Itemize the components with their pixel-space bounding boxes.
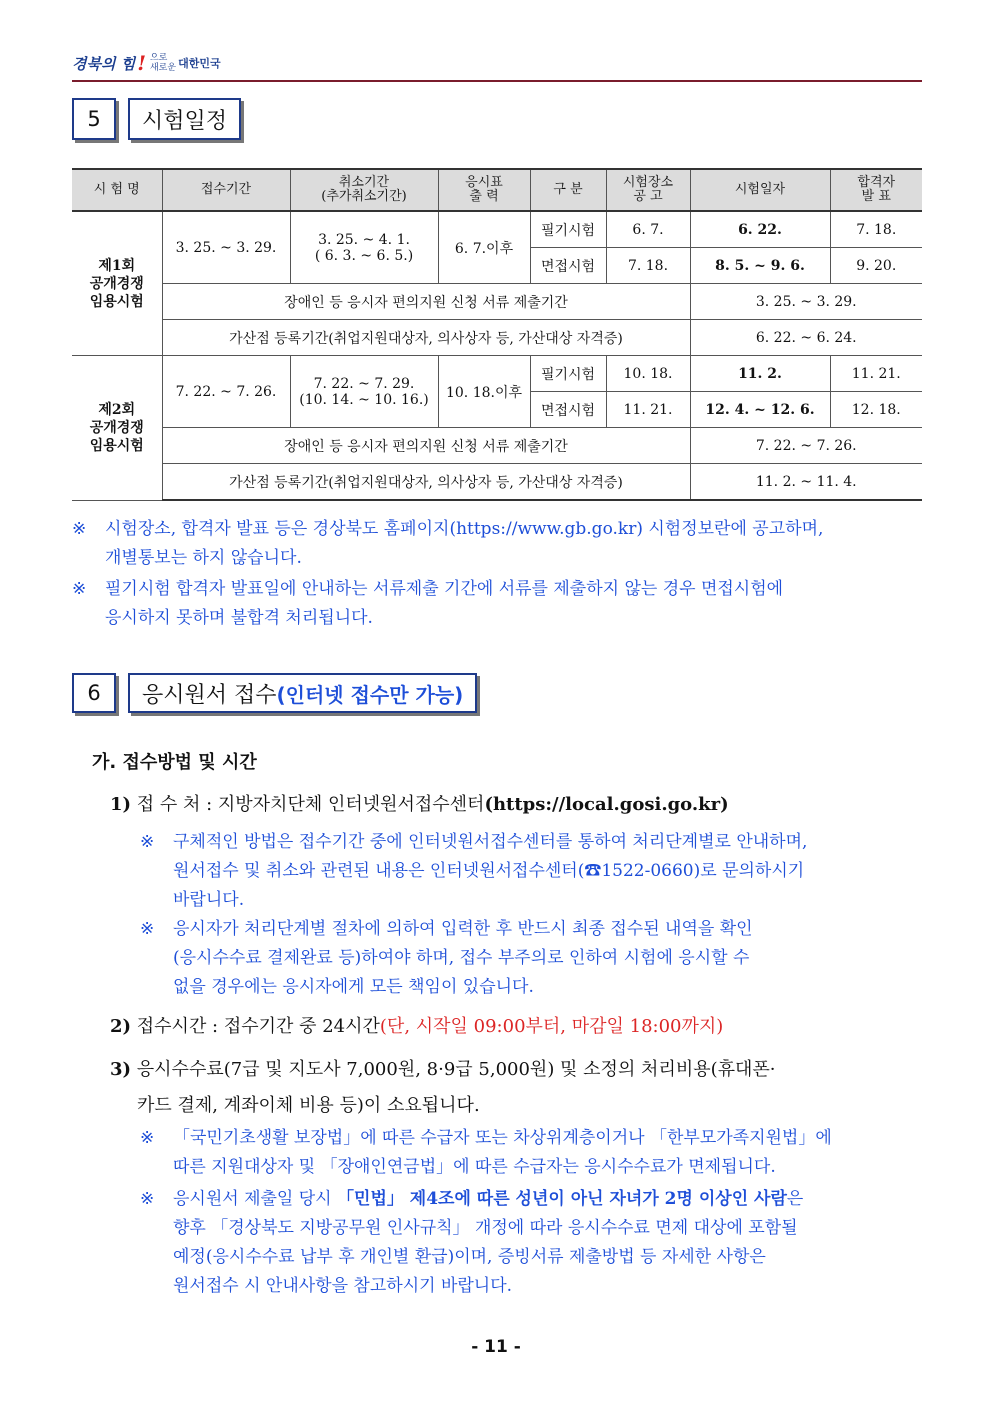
exam1-interview-type: 면접시험 <box>530 248 606 284</box>
col-header-name: 시 험 명 <box>72 169 162 211</box>
col-header-apply: 접수기간 <box>162 169 290 211</box>
col-header-cancel: 취소기간 (추가취소기간) <box>290 169 438 211</box>
section-number: 5 <box>72 98 116 140</box>
logo-nation: 대한민국 <box>178 57 221 70</box>
note-document-deadline: ※ 필기시험 합격자 발표일에 안내하는 서류제출 기간에 서류를 제출하지 않는 경우 면접시험에 응시하지 못하며 불합격 처리됩니다. <box>72 579 784 628</box>
exam1-name: 제1회 공개경쟁 임용시험 <box>72 211 162 356</box>
item-3-fee: 3) 응시수수료(7급 및 지도사 7,000원, 8·9급 5,000원) 및 소정의 처리비용(휴대폰· 카드 결제, 계좌이체 비용 등)이 소요됩니다. <box>110 1059 776 1116</box>
exam1-ticket: 6. 7.이후 <box>438 211 530 284</box>
exam-schedule-table <box>72 168 922 501</box>
exam1-disability-label: 장애인 등 응시자 편의지원 신청 서류 제출기간 <box>162 284 690 320</box>
exam1-apply: 3. 25. ~ 3. 29. <box>162 211 290 284</box>
section-title: 응시원서 접수 (인터넷 접수만 가능) <box>128 673 477 713</box>
exam2-interview-type: 면접시험 <box>530 392 606 428</box>
logo-exclaim-icon: ! <box>137 51 146 75</box>
section-title: 시험일정 <box>128 98 241 140</box>
exam1-bonus-label: 가산점 등록기간(취업지원대상자, 의사상자 등, 가산대상 자격증) <box>162 320 690 356</box>
exam2-name: 제2회 공개경쟁 임용시험 <box>72 356 162 501</box>
exam1-disability-value: 3. 25. ~ 3. 29. <box>690 284 922 320</box>
item-1-receiving-center: 1) 접 수 처 : 지방자치단체 인터넷원서접수센터(https://local.gosi.go.kr) <box>110 794 729 815</box>
header-divider <box>72 80 922 82</box>
note-item3-fee-exemption: ※ 「국민기초생활 보장법」에 따른 수급자 또는 차상위계층이거나 「한부모가족지원법」에 따른 지원대상자 및 「장애인연금법」에 따른 수급자는 응시수수료가 면제됩니다. <box>140 1128 832 1177</box>
subheading-method-time: 가. 접수방법 및 시간 <box>92 752 257 773</box>
section-6-heading <box>72 673 477 713</box>
exam2-bonus-value: 11. 2. ~ 11. 4. <box>690 464 922 501</box>
exam2-interview-pass: 12. 18. <box>830 392 922 428</box>
exam1-written-type: 필기시험 <box>530 211 606 248</box>
exam2-written-venue: 10. 18. <box>606 356 690 392</box>
exam1-cancel: 3. 25. ~ 4. 1. ( 6. 3. ~ 6. 5.) <box>290 211 438 284</box>
note-item1-procedure: ※ 구체적인 방법은 접수기간 중에 인터넷원서접수센터를 통하여 처리단계별로 안내하며, 원서접수 및 취소와 관련된 내용은 인터넷원서접수센터(☎1522-0660)로 문의하시기 바랍니다. <box>140 832 808 910</box>
exam1-written-pass: 7. 18. <box>830 211 922 248</box>
col-header-type: 구 분 <box>530 169 606 211</box>
exam2-written-type: 필기시험 <box>530 356 606 392</box>
exam2-ticket: 10. 18.이후 <box>438 356 530 428</box>
exam1-interview-pass: 9. 20. <box>830 248 922 284</box>
exam1-interview-venue: 7. 18. <box>606 248 690 284</box>
page-number: - 11 - <box>471 1337 521 1357</box>
note-item1-confirmation: ※ 응시자가 처리단계별 절차에 의하여 입력한 후 반드시 최종 접수된 내역을 확인 (응시수수료 결제완료 등)하여야 하며, 접수 부주의로 인하여 시험에 응시할 수 없을 경우에는 응시자에게 모든 책임이 있습니다. <box>140 919 753 997</box>
section-title-paren: (인터넷 접수만 가능) <box>276 682 464 707</box>
exam2-disability-label: 장애인 등 응시자 편의지원 신청 서류 제출기간 <box>162 428 690 464</box>
exam2-bonus-label: 가산점 등록기간(취업지원대상자, 의사상자 등, 가산대상 자격증) <box>162 464 690 501</box>
header-logo <box>72 48 221 78</box>
col-header-pass: 합격자 발 표 <box>830 169 922 211</box>
col-header-ticket: 응시표 출 력 <box>438 169 530 211</box>
exam2-disability-value: 7. 22. ~ 7. 26. <box>690 428 922 464</box>
exam1-bonus-value: 6. 22. ~ 6. 24. <box>690 320 922 356</box>
exam2-apply: 7. 22. ~ 7. 26. <box>162 356 290 428</box>
col-header-venue: 시험장소 공 고 <box>606 169 690 211</box>
logo-small-text: 으로 새로운 <box>149 53 177 73</box>
note-venue-announcement: ※ 시험장소, 합격자 발표 등은 경상북도 홈페이지(https://www.gb.go.kr) 시험정보란에 공고하며, 개별통보는 하지 않습니다. <box>72 519 824 568</box>
section-5-heading <box>72 98 241 140</box>
item-2-receiving-time: 2) 접수시간 : 접수기간 중 24시간(단, 시작일 09:00부터, 마감일 18:00까지) <box>110 1016 724 1037</box>
exam1-interview-date: 8. 5. ~ 9. 6. <box>690 248 830 284</box>
exam2-cancel: 7. 22. ~ 7. 29. (10. 14. ~ 10. 16.) <box>290 356 438 428</box>
exam2-written-date: 11. 2. <box>690 356 830 392</box>
col-header-date: 시험일자 <box>690 169 830 211</box>
exam2-interview-date: 12. 4. ~ 12. 6. <box>690 392 830 428</box>
note-item3-refund: ※ 응시원서 제출일 당시 「민법」 제4조에 따른 성년이 아닌 자녀가 2명 이상인 사람은 향후 「경상북도 지방공무원 인사규칙」 개정에 따라 응시수수료 면제 대상에 포함될 예정(응시수수료 납부 후 개인별 환급)이며, 증빙서류 제출방법 등 자세한 사항은 원서접수 시 안내사항을 참고하시기 바랍니다. <box>140 1189 804 1296</box>
logo-script: 경북의 힘 <box>72 54 136 73</box>
exam2-written-pass: 11. 21. <box>830 356 922 392</box>
section-number: 6 <box>72 673 116 713</box>
exam2-interview-venue: 11. 21. <box>606 392 690 428</box>
exam1-written-venue: 6. 7. <box>606 211 690 248</box>
exam1-written-date: 6. 22. <box>690 211 830 248</box>
